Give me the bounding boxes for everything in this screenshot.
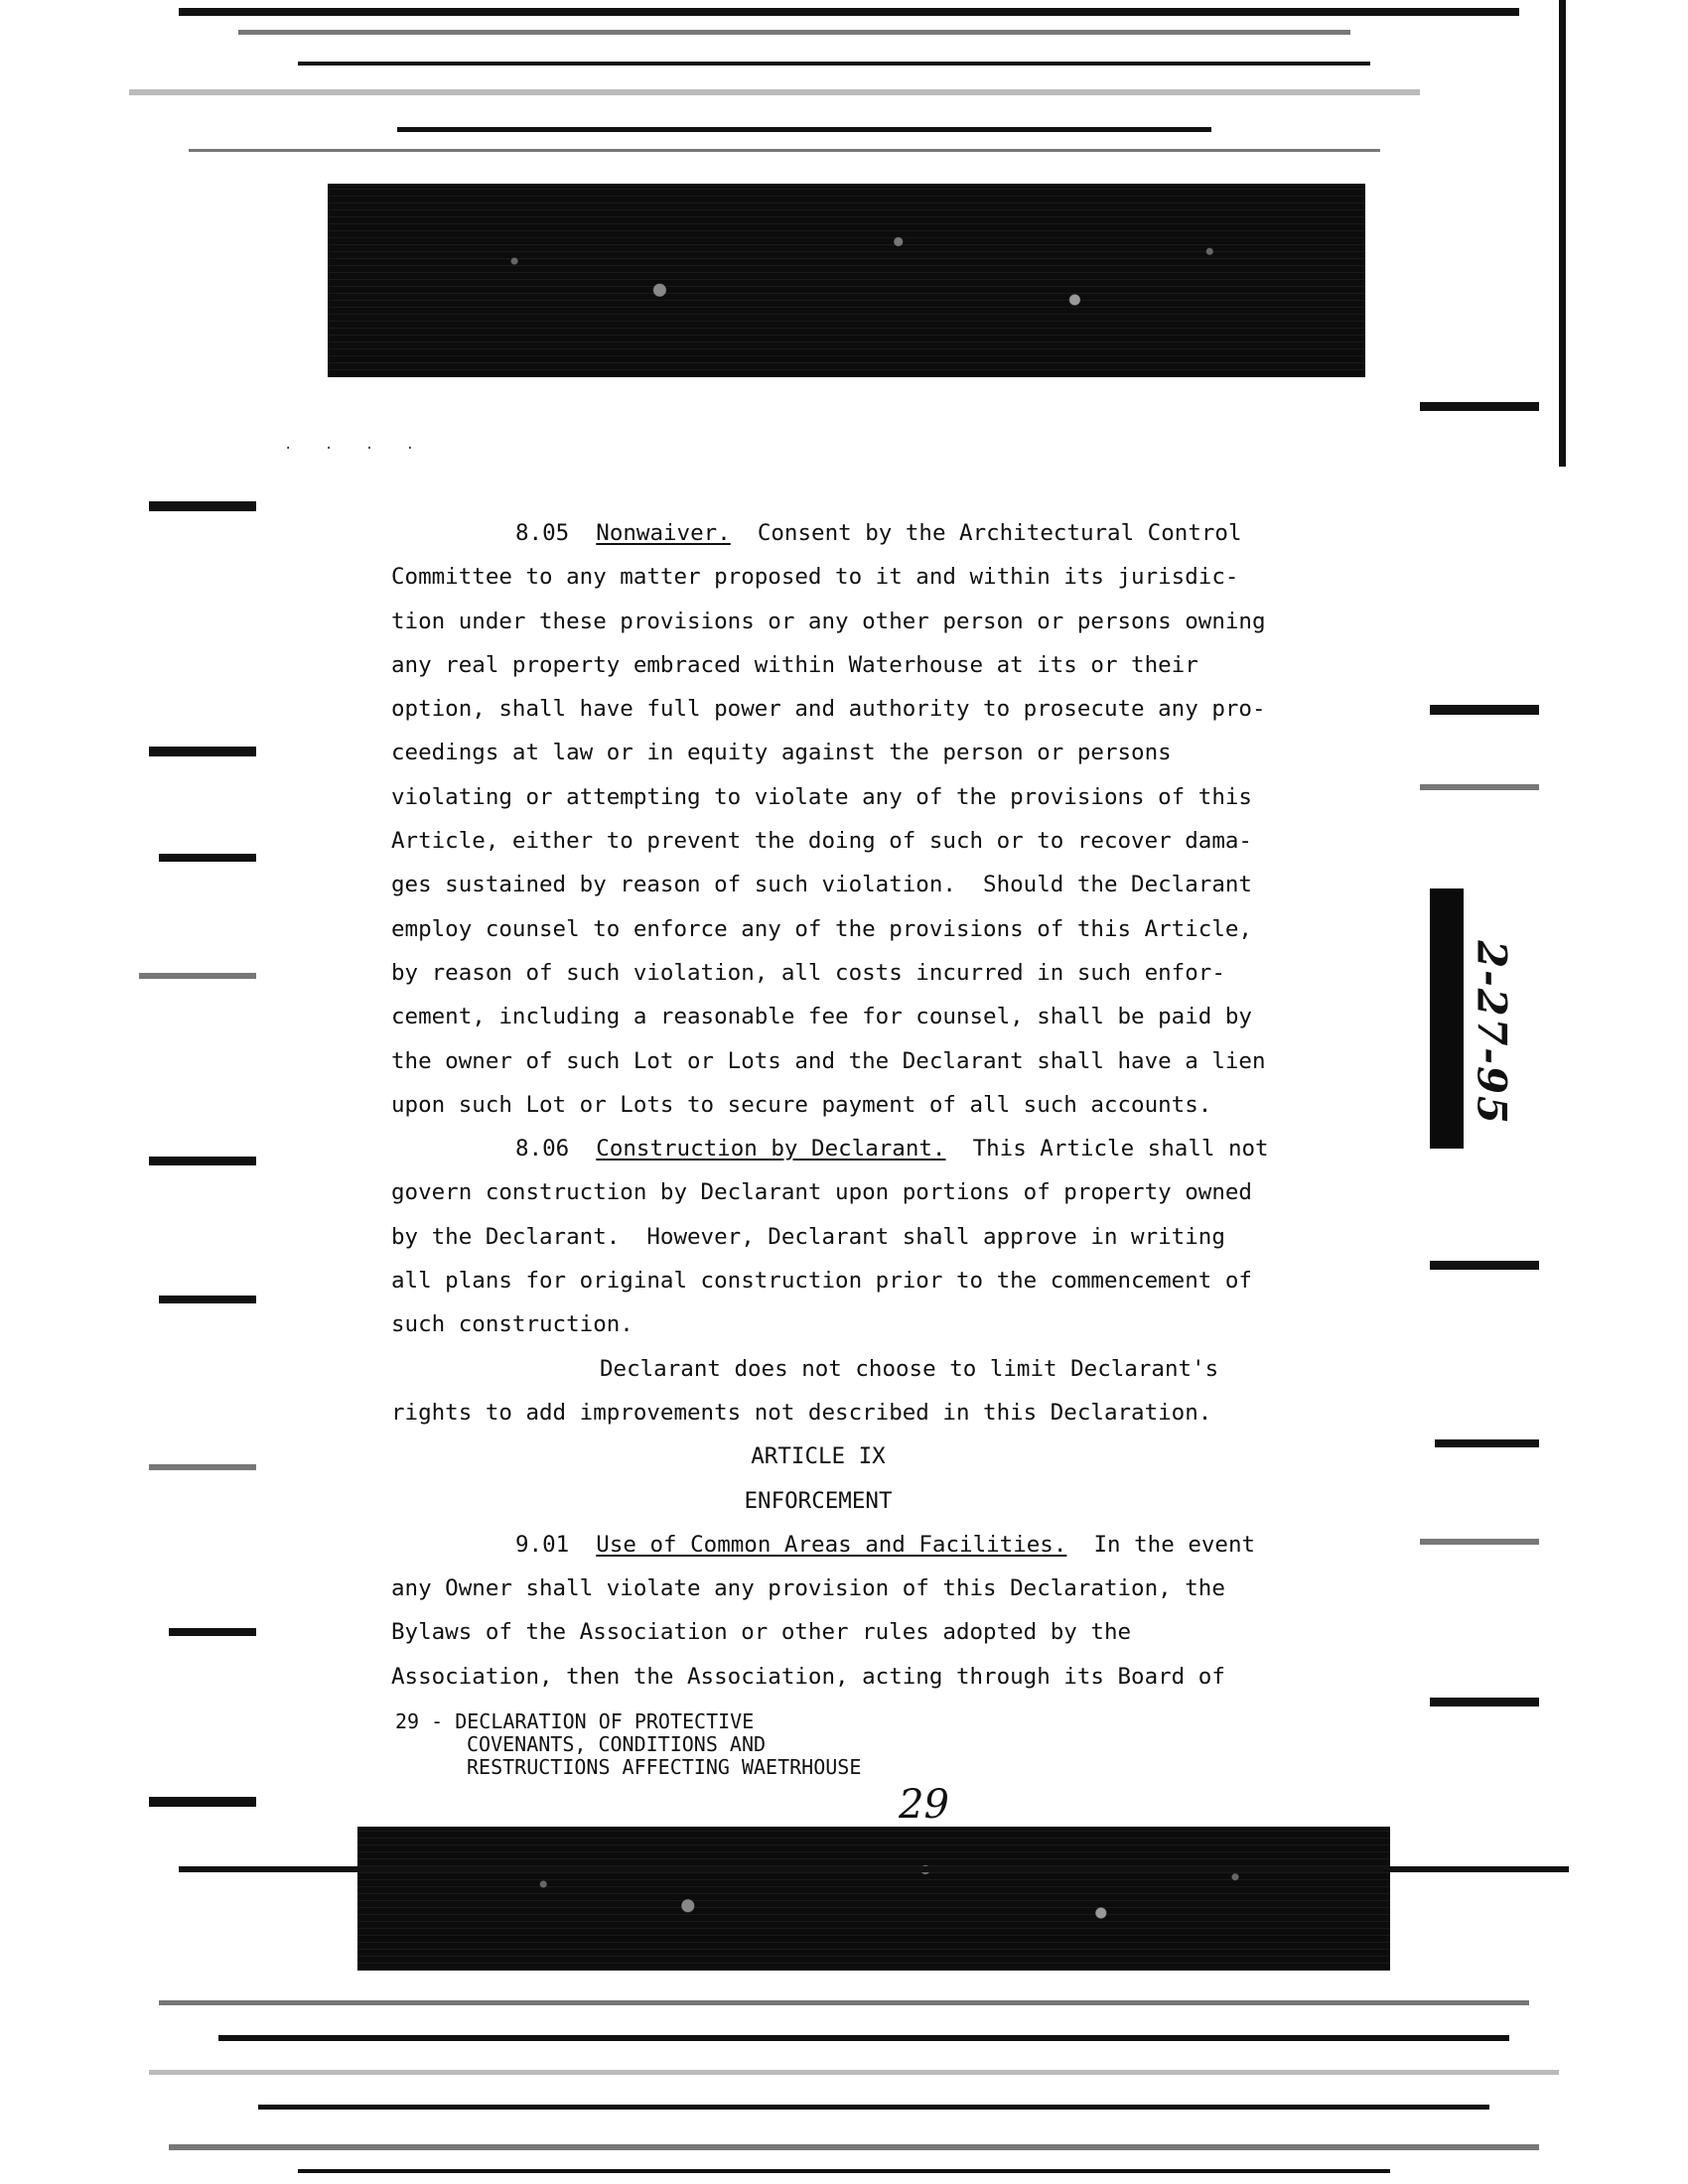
footer-line: RESTRUCTIONS AFFECTING WAETRHOUSE	[467, 1755, 862, 1779]
scan-artifact	[1430, 1261, 1539, 1270]
scan-artifact	[1420, 784, 1539, 790]
scan-artifact	[1559, 0, 1566, 467]
scan-artifact	[1430, 1698, 1539, 1706]
text-line: ges sustained by reason of such violation. Should the Declarant	[391, 872, 1252, 898]
text-line: Association, then the Association, acting through its Board of	[391, 1663, 1225, 1690]
text-line: Committee to any matter proposed to it and within its jurisdic-	[391, 564, 1239, 591]
scan-artifact	[159, 2000, 1529, 2005]
section-number: 8.05	[515, 520, 570, 546]
section-9-01-first-line	[391, 1523, 1305, 1567]
scan-artifact	[298, 62, 1370, 66]
text-line: such construction.	[391, 1311, 633, 1338]
text-line: by reason of such violation, all costs incurred in such enfor-	[391, 959, 1225, 986]
text-line: option, shall have full power and authority to prosecute any pro-	[391, 696, 1266, 723]
text-line: employ counsel to enforce any of the provisions of this Article,	[391, 915, 1252, 942]
scan-artifact	[139, 973, 256, 979]
scan-artifact	[149, 747, 256, 756]
scan-specks: . . . .	[284, 437, 427, 453]
scan-artifact	[149, 501, 256, 511]
text-line: In the event	[1093, 1531, 1256, 1558]
scan-artifact	[397, 127, 1211, 132]
margin-annotation-text: 2-27-95	[1468, 939, 1515, 1126]
footer-line: COVENANTS, CONDITIONS AND	[467, 1732, 767, 1756]
scan-artifact	[238, 30, 1350, 35]
scan-artifact	[1420, 1539, 1539, 1545]
text-line: upon such Lot or Lots to secure payment of all such accounts.	[391, 1091, 1212, 1118]
scan-dark-band-top	[328, 184, 1365, 377]
document-body	[391, 511, 1305, 1699]
text-line: by the Declarant. However, Declarant shall approve in writing	[391, 1223, 1225, 1250]
text-line: Declarant does not choose to limit Declarant's	[600, 1355, 1219, 1382]
scan-artifact-dark-tab	[1430, 888, 1464, 1149]
section-heading: Nonwaiver.	[596, 520, 731, 546]
scan-artifact	[298, 2169, 1390, 2173]
scan-artifact	[1430, 705, 1539, 715]
text-line: Article, either to prevent the doing of such or to recover dama-	[391, 828, 1252, 855]
scan-artifact	[258, 2105, 1489, 2110]
text-line: govern construction by Declarant upon portions of property owned	[391, 1179, 1252, 1206]
text-line: violating or attempting to violate any of the provisions of this	[391, 783, 1252, 810]
scan-artifact	[149, 1157, 256, 1165]
text-line: ceedings at law or in equity against the person or persons	[391, 740, 1172, 766]
text-line: tion under these provisions or any other person or persons owning	[391, 608, 1266, 634]
section-number: 8.06	[515, 1136, 570, 1162]
scan-artifact	[169, 2144, 1539, 2150]
scan-artifact	[149, 1464, 256, 1470]
margin-annotation	[1460, 933, 1523, 1132]
text-line: rights to add improvements not described in this Declaration.	[391, 1399, 1212, 1426]
scan-artifact	[149, 2070, 1559, 2075]
handwritten-page-number: 29	[899, 1782, 949, 1828]
scan-artifact	[179, 1866, 1569, 1872]
section-number: 9.01	[515, 1531, 570, 1558]
scan-artifact	[179, 8, 1519, 16]
scan-artifact	[129, 89, 1420, 95]
text-line: any real property embraced within Waterhouse at its or their	[391, 651, 1198, 678]
text-line: cement, including a reasonable fee for counsel, shall be paid by	[391, 1004, 1252, 1030]
footer-line: 29 - DECLARATION OF PROTECTIVE	[395, 1709, 755, 1733]
article-label: ARTICLE IX	[751, 1443, 886, 1470]
scan-artifact	[1420, 402, 1539, 411]
page-footer	[395, 1710, 861, 1779]
scan-artifact	[149, 1797, 256, 1807]
article-title: ENFORCEMENT	[744, 1487, 893, 1514]
section-heading: Use of Common Areas and Facilities.	[596, 1531, 1067, 1558]
scan-artifact	[159, 854, 256, 862]
section-8-06-first-line	[391, 1127, 1305, 1170]
section-8-05-first-line	[391, 511, 1305, 555]
text-line: the owner of such Lot or Lots and the Declarant shall have a lien	[391, 1047, 1266, 1074]
scan-dark-band-bottom	[357, 1827, 1390, 1971]
text-line: all plans for original construction prior to the commencement of	[391, 1268, 1252, 1295]
text-line: any Owner shall violate any provision of this Declaration, the	[391, 1575, 1225, 1602]
text-line: Bylaws of the Association or other rules adopted by the	[391, 1619, 1132, 1646]
scan-artifact	[189, 149, 1380, 152]
text-line: This Article shall not	[972, 1136, 1269, 1162]
scan-artifact	[159, 1296, 256, 1303]
scan-artifact	[169, 1628, 256, 1636]
section-heading: Construction by Declarant.	[596, 1136, 946, 1162]
scan-artifact	[1435, 1439, 1539, 1447]
text-line: Consent by the Architectural Control	[757, 520, 1242, 546]
scan-artifact	[218, 2035, 1509, 2041]
